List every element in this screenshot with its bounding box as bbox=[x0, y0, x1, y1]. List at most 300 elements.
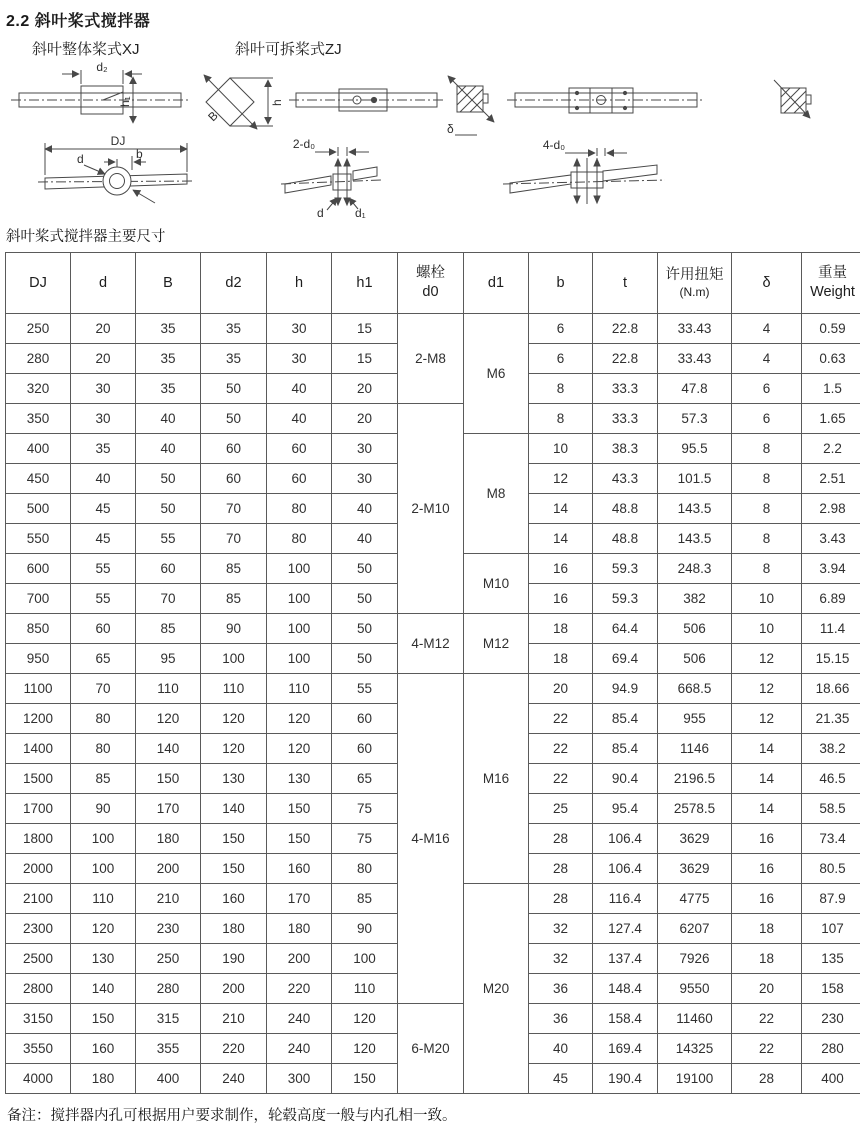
cell-d: 85 bbox=[71, 764, 136, 794]
cell-bolt-d0-group: 6-M20 bbox=[398, 1004, 464, 1094]
col-header-t: t bbox=[593, 253, 658, 314]
cell-d2: 220 bbox=[201, 1034, 267, 1064]
cell-h1: 40 bbox=[332, 524, 398, 554]
cell-B: 95 bbox=[136, 644, 201, 674]
cell-DJ: 950 bbox=[6, 644, 71, 674]
dim-d2-label: d₂ bbox=[96, 62, 108, 74]
cell-t: 59.3 bbox=[593, 554, 658, 584]
cell-B: 180 bbox=[136, 824, 201, 854]
cell-h: 30 bbox=[267, 314, 332, 344]
cell-t: 69.4 bbox=[593, 644, 658, 674]
cell-h: 240 bbox=[267, 1034, 332, 1064]
cell-b: 36 bbox=[529, 1004, 593, 1034]
dim-B-label: B bbox=[205, 108, 221, 125]
cell-h: 150 bbox=[267, 794, 332, 824]
cell-h1: 80 bbox=[332, 854, 398, 884]
cell-d: 35 bbox=[71, 434, 136, 464]
cell-DJ: 1400 bbox=[6, 734, 71, 764]
cell-DJ: 2500 bbox=[6, 944, 71, 974]
cell-B: 120 bbox=[136, 704, 201, 734]
cell-delta: 8 bbox=[732, 464, 802, 494]
cell-torque: 2196.5 bbox=[658, 764, 732, 794]
cell-b: 6 bbox=[529, 314, 593, 344]
cell-h1: 100 bbox=[332, 944, 398, 974]
dim-b-label: b bbox=[136, 147, 143, 161]
cell-h: 40 bbox=[267, 404, 332, 434]
cell-d: 30 bbox=[71, 404, 136, 434]
cell-B: 140 bbox=[136, 734, 201, 764]
spec-row bbox=[6, 614, 860, 644]
cell-h1: 30 bbox=[332, 464, 398, 494]
cell-h1: 20 bbox=[332, 404, 398, 434]
cell-torque: 57.3 bbox=[658, 404, 732, 434]
cell-d1-group: M16 bbox=[464, 674, 529, 884]
cell-weight: 87.9 bbox=[802, 884, 860, 914]
cell-d2: 160 bbox=[201, 884, 267, 914]
cell-d: 100 bbox=[71, 824, 136, 854]
col-header-h: h bbox=[267, 253, 332, 314]
cell-DJ: 2300 bbox=[6, 914, 71, 944]
cell-t: 33.3 bbox=[593, 374, 658, 404]
cell-t: 106.4 bbox=[593, 824, 658, 854]
cell-torque: 9550 bbox=[658, 974, 732, 1004]
cell-d2: 240 bbox=[201, 1064, 267, 1094]
cell-b: 8 bbox=[529, 404, 593, 434]
cell-b: 40 bbox=[529, 1034, 593, 1064]
page-title: 2.2 斜叶桨式搅拌器 bbox=[6, 13, 151, 30]
cell-h: 60 bbox=[267, 434, 332, 464]
cell-weight: 158 bbox=[802, 974, 860, 1004]
cell-t: 116.4 bbox=[593, 884, 658, 914]
cell-h: 100 bbox=[267, 644, 332, 674]
cell-b: 18 bbox=[529, 614, 593, 644]
cell-d: 65 bbox=[71, 644, 136, 674]
cell-weight: 2.2 bbox=[802, 434, 860, 464]
xj-type-label: 斜叶整体桨式XJ bbox=[32, 41, 140, 58]
cell-d2: 210 bbox=[201, 1004, 267, 1034]
cell-h: 80 bbox=[267, 494, 332, 524]
zj-blade-section-drawing bbox=[447, 76, 494, 136]
cell-B: 170 bbox=[136, 794, 201, 824]
cell-torque: 3629 bbox=[658, 854, 732, 884]
cell-torque: 143.5 bbox=[658, 494, 732, 524]
col-header-torque: 许用扭矩 (N.m) bbox=[658, 253, 732, 314]
cell-h1: 85 bbox=[332, 884, 398, 914]
cell-B: 50 bbox=[136, 464, 201, 494]
col-header-b: b bbox=[529, 253, 593, 314]
cell-B: 200 bbox=[136, 854, 201, 884]
cell-d: 45 bbox=[71, 494, 136, 524]
cell-delta: 10 bbox=[732, 614, 802, 644]
cell-delta: 28 bbox=[732, 1064, 802, 1094]
cell-d: 55 bbox=[71, 554, 136, 584]
cell-h1: 50 bbox=[332, 644, 398, 674]
spec-row bbox=[6, 314, 860, 344]
cell-DJ: 1800 bbox=[6, 824, 71, 854]
cell-delta: 4 bbox=[732, 344, 802, 374]
cell-h: 220 bbox=[267, 974, 332, 1004]
cell-weight: 1.65 bbox=[802, 404, 860, 434]
cell-DJ: 450 bbox=[6, 464, 71, 494]
cell-d: 55 bbox=[71, 584, 136, 614]
cell-DJ: 4000 bbox=[6, 1064, 71, 1094]
cell-h1: 75 bbox=[332, 824, 398, 854]
zj-type-label: 斜叶可拆桨式ZJ bbox=[235, 41, 342, 58]
cell-B: 40 bbox=[136, 434, 201, 464]
cell-b: 45 bbox=[529, 1064, 593, 1094]
cell-weight: 107 bbox=[802, 914, 860, 944]
cell-d2: 130 bbox=[201, 764, 267, 794]
cell-DJ: 2100 bbox=[6, 884, 71, 914]
cell-B: 150 bbox=[136, 764, 201, 794]
cell-d2: 50 bbox=[201, 374, 267, 404]
cell-DJ: 320 bbox=[6, 374, 71, 404]
cell-b: 14 bbox=[529, 524, 593, 554]
cell-torque: 2578.5 bbox=[658, 794, 732, 824]
col-header-d: d bbox=[71, 253, 136, 314]
cell-t: 33.3 bbox=[593, 404, 658, 434]
cell-h: 170 bbox=[267, 884, 332, 914]
cell-d2: 70 bbox=[201, 494, 267, 524]
cell-B: 85 bbox=[136, 614, 201, 644]
cell-h1: 150 bbox=[332, 1064, 398, 1094]
cell-d2: 85 bbox=[201, 584, 267, 614]
dim-d-zj-label: d bbox=[317, 206, 324, 220]
cell-delta: 4 bbox=[732, 314, 802, 344]
cell-torque: 11460 bbox=[658, 1004, 732, 1034]
cell-h: 120 bbox=[267, 704, 332, 734]
dim-d-label: d bbox=[77, 152, 84, 166]
cell-b: 25 bbox=[529, 794, 593, 824]
col-header-B: B bbox=[136, 253, 201, 314]
cell-DJ: 2000 bbox=[6, 854, 71, 884]
cell-weight: 3.43 bbox=[802, 524, 860, 554]
cell-DJ: 500 bbox=[6, 494, 71, 524]
col-header-h1: h1 bbox=[332, 253, 398, 314]
cell-h1: 120 bbox=[332, 1004, 398, 1034]
cell-delta: 14 bbox=[732, 734, 802, 764]
cell-t: 106.4 bbox=[593, 854, 658, 884]
cell-t: 22.8 bbox=[593, 314, 658, 344]
cell-d2: 140 bbox=[201, 794, 267, 824]
cell-B: 210 bbox=[136, 884, 201, 914]
cell-weight: 0.63 bbox=[802, 344, 860, 374]
cell-B: 315 bbox=[136, 1004, 201, 1034]
cell-delta: 12 bbox=[732, 704, 802, 734]
cell-h: 110 bbox=[267, 674, 332, 704]
cell-B: 280 bbox=[136, 974, 201, 1004]
cell-B: 35 bbox=[136, 374, 201, 404]
cell-b: 28 bbox=[529, 824, 593, 854]
cell-weight: 18.66 bbox=[802, 674, 860, 704]
spec-table-body bbox=[6, 314, 860, 1094]
cell-delta: 6 bbox=[732, 404, 802, 434]
zj-hub-section-drawing bbox=[774, 80, 811, 118]
cell-d2: 190 bbox=[201, 944, 267, 974]
header-row bbox=[6, 253, 860, 314]
cell-b: 20 bbox=[529, 674, 593, 704]
cell-b: 28 bbox=[529, 884, 593, 914]
cell-d2: 50 bbox=[201, 404, 267, 434]
cell-weight: 1.5 bbox=[802, 374, 860, 404]
dim-d1-label: d₁ bbox=[355, 206, 366, 220]
cell-weight: 400 bbox=[802, 1064, 860, 1094]
cell-d: 140 bbox=[71, 974, 136, 1004]
cell-torque: 3629 bbox=[658, 824, 732, 854]
col-header-weight: 重量 Weight bbox=[802, 253, 860, 314]
cell-h: 100 bbox=[267, 554, 332, 584]
cell-DJ: 350 bbox=[6, 404, 71, 434]
col-header-delta: δ bbox=[732, 253, 802, 314]
col-header-d2: d2 bbox=[201, 253, 267, 314]
cell-t: 127.4 bbox=[593, 914, 658, 944]
cell-d: 130 bbox=[71, 944, 136, 974]
cell-d: 110 bbox=[71, 884, 136, 914]
cell-delta: 22 bbox=[732, 1004, 802, 1034]
cell-d1-group: M10 bbox=[464, 554, 529, 614]
cell-weight: 11.4 bbox=[802, 614, 860, 644]
cell-d: 150 bbox=[71, 1004, 136, 1034]
cell-d: 80 bbox=[71, 734, 136, 764]
cell-h1: 90 bbox=[332, 914, 398, 944]
cell-DJ: 400 bbox=[6, 434, 71, 464]
cell-DJ: 700 bbox=[6, 584, 71, 614]
cell-b: 10 bbox=[529, 434, 593, 464]
cell-d2: 85 bbox=[201, 554, 267, 584]
cell-d: 45 bbox=[71, 524, 136, 554]
cell-B: 110 bbox=[136, 674, 201, 704]
cell-torque: 506 bbox=[658, 644, 732, 674]
cell-d1-group: M6 bbox=[464, 314, 529, 434]
cell-h1: 50 bbox=[332, 554, 398, 584]
cell-torque: 47.8 bbox=[658, 374, 732, 404]
dim-delta-label: δ bbox=[447, 122, 454, 136]
cell-h1: 120 bbox=[332, 1034, 398, 1064]
zj4-front-view-drawing bbox=[503, 138, 665, 204]
cell-t: 59.3 bbox=[593, 584, 658, 614]
cell-t: 190.4 bbox=[593, 1064, 658, 1094]
cell-B: 230 bbox=[136, 914, 201, 944]
cell-t: 43.3 bbox=[593, 464, 658, 494]
cell-h1: 50 bbox=[332, 584, 398, 614]
cell-b: 16 bbox=[529, 554, 593, 584]
cell-h1: 60 bbox=[332, 704, 398, 734]
cell-h: 300 bbox=[267, 1064, 332, 1094]
cell-h: 100 bbox=[267, 584, 332, 614]
cell-delta: 16 bbox=[732, 884, 802, 914]
cell-t: 137.4 bbox=[593, 944, 658, 974]
cell-t: 38.3 bbox=[593, 434, 658, 464]
cell-b: 12 bbox=[529, 464, 593, 494]
cell-d1-group: M12 bbox=[464, 614, 529, 674]
spec-row bbox=[6, 404, 860, 434]
cell-d2: 60 bbox=[201, 434, 267, 464]
cell-t: 90.4 bbox=[593, 764, 658, 794]
cell-t: 94.9 bbox=[593, 674, 658, 704]
cell-delta: 8 bbox=[732, 494, 802, 524]
cell-DJ: 250 bbox=[6, 314, 71, 344]
cell-h1: 55 bbox=[332, 674, 398, 704]
cell-d: 100 bbox=[71, 854, 136, 884]
cell-weight: 80.5 bbox=[802, 854, 860, 884]
col-header-DJ: DJ bbox=[6, 253, 71, 314]
cell-t: 85.4 bbox=[593, 704, 658, 734]
cell-B: 250 bbox=[136, 944, 201, 974]
cell-d2: 150 bbox=[201, 824, 267, 854]
cell-torque: 6207 bbox=[658, 914, 732, 944]
cell-h: 60 bbox=[267, 464, 332, 494]
cell-h: 150 bbox=[267, 824, 332, 854]
xj-blade-section-drawing bbox=[204, 75, 284, 129]
cell-d2: 70 bbox=[201, 524, 267, 554]
cell-h1: 60 bbox=[332, 734, 398, 764]
cell-torque: 19100 bbox=[658, 1064, 732, 1094]
cell-B: 35 bbox=[136, 314, 201, 344]
zj2-front-view-drawing bbox=[281, 137, 381, 220]
cell-h: 100 bbox=[267, 614, 332, 644]
xj-front-view-drawing bbox=[38, 134, 195, 203]
cell-h: 240 bbox=[267, 1004, 332, 1034]
cell-B: 55 bbox=[136, 524, 201, 554]
cell-torque: 4775 bbox=[658, 884, 732, 914]
cell-h: 160 bbox=[267, 854, 332, 884]
cell-delta: 12 bbox=[732, 674, 802, 704]
spec-row bbox=[6, 674, 860, 704]
cell-t: 169.4 bbox=[593, 1034, 658, 1064]
cell-torque: 33.43 bbox=[658, 314, 732, 344]
cell-h: 40 bbox=[267, 374, 332, 404]
cell-DJ: 850 bbox=[6, 614, 71, 644]
cell-t: 64.4 bbox=[593, 614, 658, 644]
cell-d2: 90 bbox=[201, 614, 267, 644]
cell-b: 22 bbox=[529, 734, 593, 764]
cell-d: 60 bbox=[71, 614, 136, 644]
xj-side-view-drawing bbox=[11, 62, 191, 123]
cell-delta: 22 bbox=[732, 1034, 802, 1064]
cell-DJ: 550 bbox=[6, 524, 71, 554]
cell-h1: 15 bbox=[332, 344, 398, 374]
cell-torque: 14325 bbox=[658, 1034, 732, 1064]
cell-B: 355 bbox=[136, 1034, 201, 1064]
cell-DJ: 1100 bbox=[6, 674, 71, 704]
cell-h: 130 bbox=[267, 764, 332, 794]
cell-torque: 33.43 bbox=[658, 344, 732, 374]
cell-d: 20 bbox=[71, 344, 136, 374]
cell-h: 180 bbox=[267, 914, 332, 944]
cell-h1: 50 bbox=[332, 614, 398, 644]
cell-weight: 38.2 bbox=[802, 734, 860, 764]
cell-torque: 382 bbox=[658, 584, 732, 614]
cell-d: 160 bbox=[71, 1034, 136, 1064]
cell-bolt-d0-group: 4-M16 bbox=[398, 674, 464, 1004]
cell-d2: 200 bbox=[201, 974, 267, 1004]
cell-h1: 75 bbox=[332, 794, 398, 824]
cell-b: 16 bbox=[529, 584, 593, 614]
cell-delta: 14 bbox=[732, 794, 802, 824]
cell-delta: 8 bbox=[732, 434, 802, 464]
cell-h: 30 bbox=[267, 344, 332, 374]
cell-DJ: 280 bbox=[6, 344, 71, 374]
cell-weight: 135 bbox=[802, 944, 860, 974]
cell-d2: 60 bbox=[201, 464, 267, 494]
cell-bolt-d0-group: 2-M10 bbox=[398, 404, 464, 614]
cell-weight: 280 bbox=[802, 1034, 860, 1064]
cell-weight: 58.5 bbox=[802, 794, 860, 824]
zj-side-view-drawing bbox=[507, 88, 705, 113]
cell-DJ: 1500 bbox=[6, 764, 71, 794]
cell-weight: 6.89 bbox=[802, 584, 860, 614]
cell-h1: 20 bbox=[332, 374, 398, 404]
cell-b: 8 bbox=[529, 374, 593, 404]
cell-DJ: 3550 bbox=[6, 1034, 71, 1064]
cell-t: 22.8 bbox=[593, 344, 658, 374]
cell-d2: 35 bbox=[201, 344, 267, 374]
dim-4d0-label: 4-d₀ bbox=[542, 138, 566, 152]
cell-torque: 248.3 bbox=[658, 554, 732, 584]
dimension-spec-table bbox=[5, 252, 860, 1094]
cell-t: 95.4 bbox=[593, 794, 658, 824]
cell-weight: 230 bbox=[802, 1004, 860, 1034]
cell-delta: 16 bbox=[732, 854, 802, 884]
cell-b: 32 bbox=[529, 914, 593, 944]
cell-B: 70 bbox=[136, 584, 201, 614]
cell-torque: 506 bbox=[658, 614, 732, 644]
cell-delta: 18 bbox=[732, 944, 802, 974]
cell-weight: 2.98 bbox=[802, 494, 860, 524]
cell-delta: 18 bbox=[732, 914, 802, 944]
cell-t: 148.4 bbox=[593, 974, 658, 1004]
cell-delta: 12 bbox=[732, 644, 802, 674]
cell-d: 70 bbox=[71, 674, 136, 704]
cell-d1-group: M20 bbox=[464, 884, 529, 1094]
cell-delta: 6 bbox=[732, 374, 802, 404]
cell-h1: 15 bbox=[332, 314, 398, 344]
cell-weight: 3.94 bbox=[802, 554, 860, 584]
cell-d: 30 bbox=[71, 374, 136, 404]
cell-B: 40 bbox=[136, 404, 201, 434]
technical-drawings bbox=[5, 62, 857, 222]
cell-weight: 46.5 bbox=[802, 764, 860, 794]
type-labels bbox=[5, 38, 857, 60]
cell-h: 80 bbox=[267, 524, 332, 554]
cell-b: 14 bbox=[529, 494, 593, 524]
footnote: 备注：搅拌器内孔可根据用户要求制作，轮毂高度一般与内孔相一致。 bbox=[7, 1108, 457, 1124]
cell-B: 35 bbox=[136, 344, 201, 374]
cell-delta: 8 bbox=[732, 524, 802, 554]
cell-b: 18 bbox=[529, 644, 593, 674]
cell-torque: 101.5 bbox=[658, 464, 732, 494]
cell-d: 180 bbox=[71, 1064, 136, 1094]
cell-DJ: 3150 bbox=[6, 1004, 71, 1034]
cell-weight: 0.59 bbox=[802, 314, 860, 344]
cell-delta: 10 bbox=[732, 584, 802, 614]
cell-b: 22 bbox=[529, 704, 593, 734]
cell-h: 120 bbox=[267, 734, 332, 764]
cell-torque: 955 bbox=[658, 704, 732, 734]
cell-bolt-d0-group: 2-M8 bbox=[398, 314, 464, 404]
cell-b: 32 bbox=[529, 944, 593, 974]
cell-DJ: 1200 bbox=[6, 704, 71, 734]
table-caption: 斜叶桨式搅拌器主要尺寸 bbox=[6, 229, 166, 245]
cell-DJ: 600 bbox=[6, 554, 71, 584]
dim-h1-label: h₁ bbox=[118, 96, 132, 107]
cell-d: 40 bbox=[71, 464, 136, 494]
cell-h1: 40 bbox=[332, 494, 398, 524]
cell-t: 85.4 bbox=[593, 734, 658, 764]
cell-d: 80 bbox=[71, 704, 136, 734]
dim-h-label: h bbox=[270, 99, 284, 106]
cell-delta: 14 bbox=[732, 764, 802, 794]
